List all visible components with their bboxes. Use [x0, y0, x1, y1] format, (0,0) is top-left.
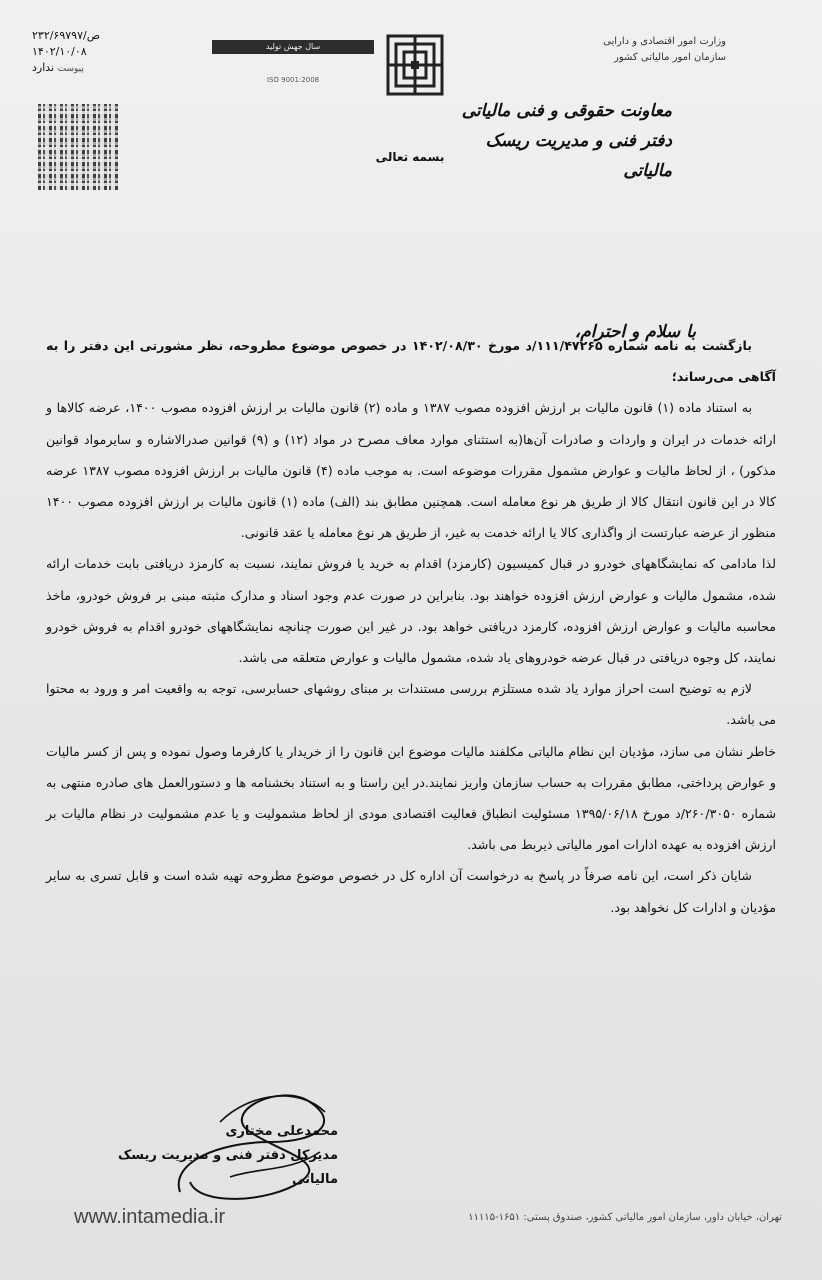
year-slogan-banner: سال جهش تولید [212, 40, 374, 54]
paragraph-legal-basis: به استناد ماده (۱) قانون مالیات بر ارزش افزوده مصوب ۱۳۸۷ و ماده (۲) قانون مالیات بر ارزش افزوده مصوب ۱۴۰۰، عرضه کالاها و ارائه خدمات در ایران و واردات و صادرات آن‌ها(به استثنای موارد معاف مصرح در مواد (۱۲) و (۹) قوانین صدرالاشاره و سایرمواد قوانین مذکور) ، از لحاظ مالیات و عوارض مشمول مقررات موضوعه است. به موجب ماده (۴) قانون مالیات بر ارزش افزوده مصوب ۱۳۸۷ عرضه کالا در این قانون انتقال کالا از طریق هر نوع معامله است. همچنین مطابق بند (الف) ماده (۱) قانون مالیات بر ارزش افزوده مصوب ۱۴۰۰ منظور از عرضه عبارتست از واگذاری کالا یا ارائه خدمت به غیر، از طریق هر نوع معامله یا عقد قانونی. [46, 400, 777, 541]
signatory-title: مدیرکل دفتر فنی و مدیریت ریسک مالیاتی [117, 1148, 338, 1187]
organization-name: سازمان امور مالیاتی کشور [614, 52, 726, 63]
office-title: دفتر فنی و مدیریت ریسک مالیاتی [485, 131, 672, 181]
salutation: با سلام و احترام، [574, 322, 696, 342]
website-watermark: www.intamedia.ir [74, 1206, 226, 1228]
paragraph-commission: لذا مادامی که نمایشگاههای خودرو در قبال کمیسیون (کارمزد) اقدام به خرید یا فروش نمایند، نسبت به کارمزد دریافتی بابت خدمات ارائه شده، مشمول مالیات و عوارض ارزش افزوده خواهند بود. بنابراین در صورت عدم وجود اسناد و مدارک مثبته مبنی بر فروش خودرو، ماخذ محاسبه مالیات و عوارض ارزش افزوده، کارمزد دریافتی خواهد بود. در غیر این صورت چنانچه نمایشگاههای خودرو اقدام به فروش خودرو نمایند، کل وجوه دریافتی در قبال عرضه خودروهای یاد شده، مشمول مالیات و عوارض متعلقه می باشد. [46, 556, 776, 666]
deputy-title: معاونت حقوقی و فنی مالیاتی [461, 101, 672, 121]
paragraph-reference: بازگشت به نامه شماره ۱۱۱/۴۷۲۶۵/د مورخ ۱۴۰۲/۰۸/۳۰ در خصوص موضوع مطروحه، نظر مشورتی این دفتر را به آگاهی می‌رساند؛ [46, 338, 776, 385]
invocation: بسمه تعالی [375, 150, 445, 164]
signatory-name: محمدعلی مختاری [225, 1124, 338, 1139]
ministry-name: وزارت امور اقتصادی و دارایی [603, 36, 726, 47]
tax-organization-emblem-icon [386, 34, 444, 96]
paragraph-scope: شایان ذکر است، این نامه صرفاً در پاسخ به درخواست آن اداره کل در خصوص موضوع مطروحه تهیه شده است و قابل تسری به سایر مؤدیان و ادارات کل نخواهد بود. [46, 868, 776, 915]
letter-body [46, 330, 776, 923]
footer-address: تهران، خیابان داور، سازمان امور مالیاتی کشور، صندوق پستی: ۱۶۵۱-۱۱۱۱۵ [468, 1212, 782, 1223]
attachment-value: ندارد [32, 61, 55, 74]
paragraph-audit-note: لازم به توضیح است احراز موارد یاد شده مستلزم بررسی مستندات بر مبنای روشهای حسابرسی، توجه به واقعیت امر و ورود به محتوا می باشد. [46, 681, 776, 728]
signature-block [78, 1120, 338, 1192]
ministry-header [536, 34, 726, 66]
attachment-label: پیوست [57, 64, 84, 74]
letter-date: ۱۴۰۲/۱۰/۰۸ [32, 45, 87, 58]
qr-code-icon [38, 104, 118, 190]
letter-meta [32, 28, 142, 77]
paragraph-obligations: خاطر نشان می سازد، مؤدیان این نظام مالیاتی مکلفند مالیات موضوع این قانون را از خریدار یا کارفرما وصول نموده و پس از کسر مالیات و عوارض پرداختی، مطابق مقررات به حساب سازمان واریز نمایند.در این راستا و به استناد بخشنامه ها و دستورالعمل های صادره منتهی به شماره ۲۶۰/۳۰۵۰/د مورخ ۱۳۹۵/۰۶/۱۸ مسئولیت انطباق فعالیت اقتصادی مودی از لحاظ مشمولیت و یا عدم مشمولیت در نظام مالیات بر ارزش افزوده به عهده ادارات امور مالیاتی ذیربط می باشد. [46, 743, 776, 853]
reference-number: ۲۳۲/۶۹۷۹۷/ص [32, 29, 100, 42]
department-header [452, 96, 672, 186]
iso-mark: ISO 9001:2008 [266, 76, 320, 84]
